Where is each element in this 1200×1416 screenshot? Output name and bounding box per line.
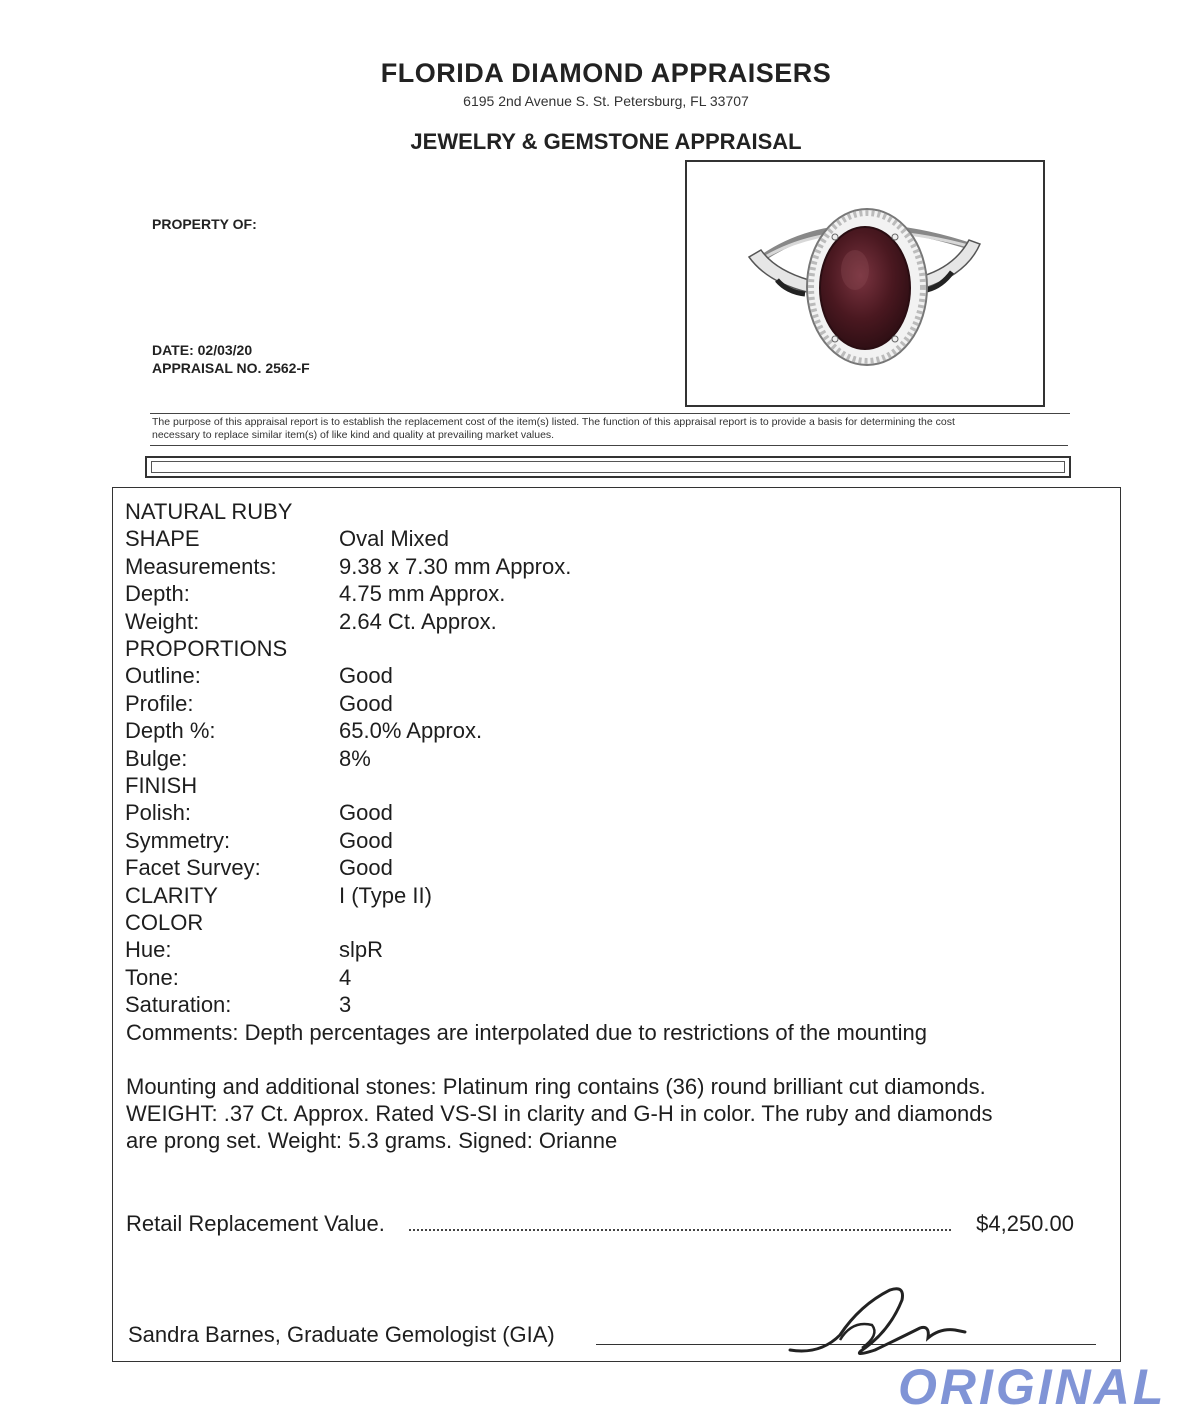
detail-value: Good [339,690,393,716]
detail-value: 4 [339,964,352,990]
detail-value: slpR [339,937,384,963]
ring-photo [685,160,1045,407]
document-title: JEWELRY & GEMSTONE APPRAISAL [410,129,802,154]
detail-value: 2.64 Ct. Approx. [339,608,497,634]
detail-label: Bulge: [125,745,188,771]
retail-value-amount: $4,250.00 [976,1211,1074,1236]
detail-row [125,663,393,689]
detail-label: Weight: [125,608,200,634]
appraiser-name: Sandra Barnes, Graduate Gemologist (GIA) [128,1322,555,1347]
detail-row [125,499,292,525]
detail-value: Good [339,855,393,881]
handwritten-signature [780,1280,980,1365]
detail-row [125,526,450,552]
detail-row [125,745,371,772]
detail-label: Outline: [125,663,201,689]
detail-row [125,718,483,744]
detail-row [125,636,287,662]
detail-label: Measurements: [125,553,277,579]
property-of-label: PROPERTY OF: [152,216,257,232]
company-address: 6195 2nd Avenue S. St. Petersburg, FL 33707 [463,93,749,109]
detail-value: I (Type II) [339,882,432,908]
ruby-ring-image [687,162,1043,405]
detail-row [125,553,572,580]
retail-value-row [126,1211,1076,1237]
detail-value: Good [339,800,393,826]
detail-label: Depth: [125,581,190,607]
detail-row [125,937,384,963]
detail-value: Oval Mixed [339,526,450,552]
mounting-line-1: Mounting and additional stones: Platinum ring contains (36) round brilliant cut diamonds. [126,1074,986,1099]
detail-label: CLARITY [125,882,218,908]
detail-label: Saturation: [125,992,232,1018]
detail-row [125,855,393,881]
appraisal-number: APPRAISAL NO. 2562-F [152,360,310,376]
detail-value: Good [339,827,393,853]
detail-row [125,690,393,717]
detail-row [125,910,203,936]
detail-row [125,608,497,635]
detail-value: Good [339,663,393,689]
detail-row [125,964,352,991]
detail-label: Facet Survey: [125,855,261,881]
detail-label: PROPORTIONS [125,636,288,661]
detail-value: 3 [339,992,352,1018]
detail-row [125,882,432,909]
detail-label: NATURAL RUBY [125,499,293,524]
detail-row [125,800,393,826]
detail-label: COLOR [125,910,204,935]
original-stamp: ORIGINAL [898,1359,1167,1415]
detail-row [125,773,197,799]
detail-label: SHAPE [125,526,200,552]
detail-row [125,992,352,1018]
detail-row [125,581,506,607]
decorative-band [145,456,1071,478]
detail-label: Tone: [125,964,179,990]
detail-label: Depth %: [125,718,216,744]
detail-label: Polish: [125,800,192,826]
dot-leader [409,1229,951,1231]
mounting-line-2: WEIGHT: .37 Ct. Approx. Rated VS-SI in clarity and G-H in color. The ruby and diamonds [126,1101,993,1126]
detail-label: Hue: [125,937,172,963]
detail-value: 65.0% Approx. [339,718,483,744]
retail-value-label: Retail Replacement Value. [126,1211,385,1236]
disclaimer-text [152,416,1077,442]
disclaimer-top-rule [150,413,1070,414]
detail-label: FINISH [125,773,198,798]
detail-value: 4.75 mm Approx. [339,581,506,607]
appraisal-date: DATE: 02/03/20 [152,342,253,358]
detail-value: 9.38 x 7.30 mm Approx. [339,553,572,579]
detail-row [125,827,393,854]
company-name: FLORIDA DIAMOND APPRAISERS [380,58,832,88]
comments: Comments: Depth percentages are interpolated due to restrictions of the mounting [126,1020,928,1045]
detail-label: Profile: [125,690,194,716]
disclaimer-bottom-rule [150,445,1068,446]
disclaimer-line-2: necessary to replace similar item(s) of like kind and quality at prevailing market values. [152,429,555,441]
detail-value: 8% [339,745,371,771]
detail-label: Symmetry: [125,827,231,853]
mounting-line-3: are prong set. Weight: 5.3 grams. Signed: Orianne [126,1128,618,1153]
disclaimer-line-1: The purpose of this appraisal report is to establish the replacement cost of the item(s) listed. The function of this appraisal report is to provide a basis for determining the cost [152,416,955,428]
mounting-description [126,1073,1086,1154]
